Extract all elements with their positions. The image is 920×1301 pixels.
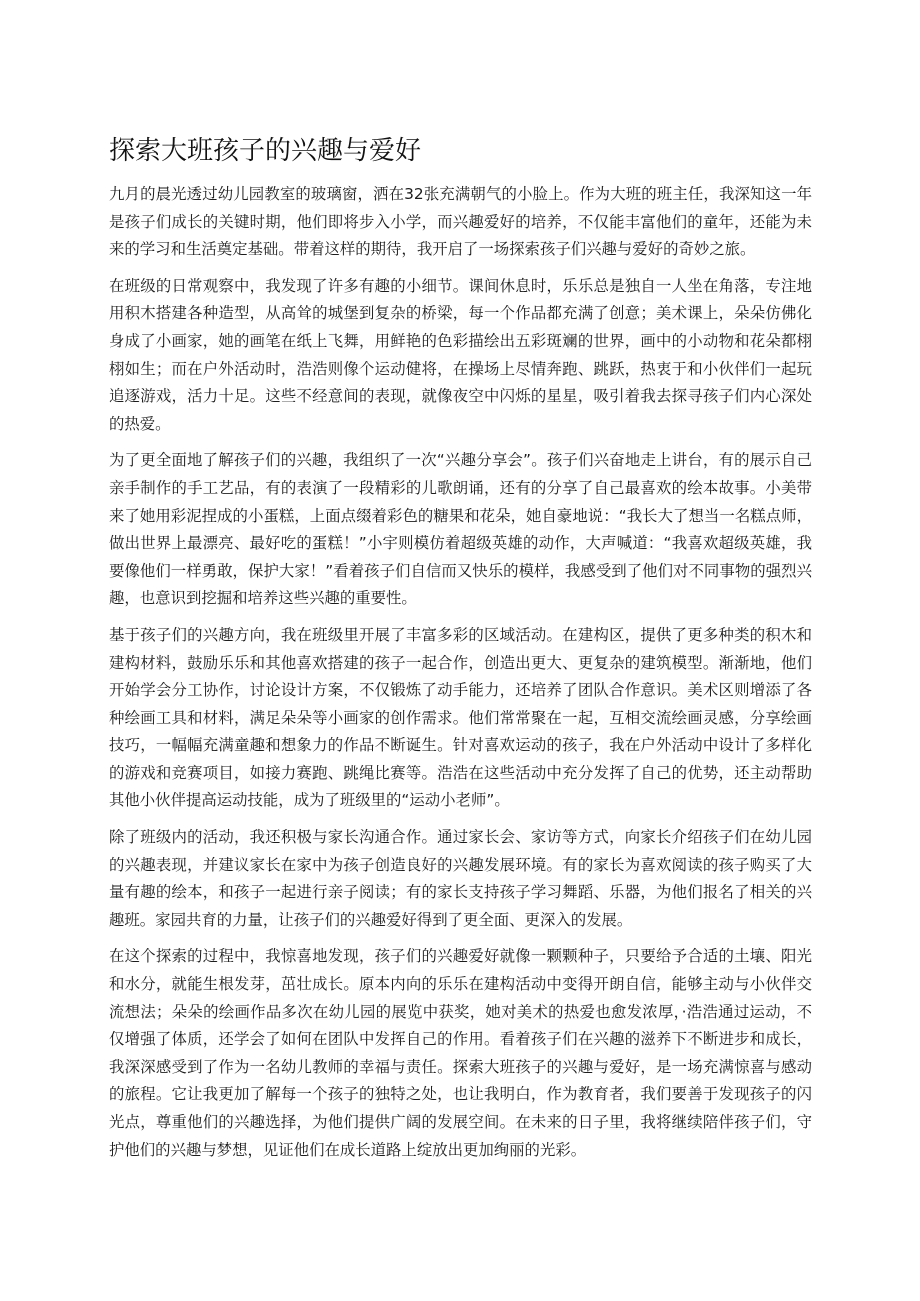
page-title: 探索大班孩子的兴趣与爱好 — [109, 136, 422, 166]
paragraph-parent-cooperation: 除了班级内的活动，我还积极与家长沟通合作。通过家长会、家访等方式，向家长介绍孩子们在幼儿园的兴趣表现，并建议家长在家中为孩子创造良好的兴趣发展环境。有的家长为喜欢阅读的孩子购买了大量有趣的绘本，和孩子一起进行亲子阅读；有的家长支持孩子学习舞蹈、乐器，为他们报名了相关的兴趣班。家园共育的力量，让孩子们的兴趣爱好得到了更全面、更深入的发展。 — [109, 828, 812, 929]
paragraph-intro: 九月的晨光透过幼儿园教室的玻璃窗，洒在32张充满朝气的小脸上。作为大班的班主任，我深知这一年是孩子们成长的关键时期，他们即将步入小学，而兴趣爱好的培养，不仅能丰富他们的童年，还能为未来的学习和生活奠定基础。带着这样的期待，我开启了一场探索孩子们兴趣与爱好的奇妙之旅。 — [109, 185, 812, 259]
paragraph-conclusion: 在这个探索的过程中，我惊喜地发现，孩子们的兴趣爱好就像一颗颗种子，只要给予合适的土壤、阳光和水分，就能生根发芽，茁壮成长。原本内向的乐乐在建构活动中变得开朗自信，能够主动与小伙伴交流想法；朵朵的绘画作品多次在幼儿园的展览中获奖，她对美术的热爱也愈发浓厚，·浩浩通过运动，不仅增强了体质，还学会了如何在团队中发挥自己的作用。看着孩子们在兴趣的滋养下不断进步和成长，我深深感受到了作为一名幼儿教师的幸福与责任。探索大班孩子的兴趣与爱好，是一场充满惊喜与感动的旅程。它让我更加了解每一个孩子的独特之处，也让我明白，作为教育者，我们要善于发现孩子的闪光点，尊重他们的兴趣选择，为他们提供广阔的发展空间。在未来的日子里，我将继续陪伴孩子们，守护他们的兴趣与梦想，见证他们在成长道路上绽放出更加绚丽的光彩。 — [109, 947, 812, 1159]
paragraph-sharing-session: 为了更全面地了解孩子们的兴趣，我组织了一次“兴趣分享会”。孩子们兴奋地走上讲台，有的展示自己亲手制作的手工艺品，有的表演了一段精彩的儿歌朗诵，还有的分享了自己最喜欢的绘本故事。小美带来了她用彩泥捏成的小蛋糕，上面点缀着彩色的糖果和花朵，她自豪地说：“我长大了想当一名糕点师，做出世界上最漂亮、最好吃的蛋糕！”小宇则模仿着超级英雄的动作，大声喊道：“我喜欢超级英雄，我要像他们一样勇敢，保护大家！”看着孩子们自信而又快乐的模样，我感受到了他们对不同事物的强烈兴趣，也意识到挖掘和培养这些兴趣的重要性。 — [109, 451, 812, 608]
paragraph-observation: 在班级的日常观察中，我发现了许多有趣的小细节。课间休息时，乐乐总是独自一人坐在角落，专注地用积木搭建各种造型，从高耸的城堡到复杂的桥梁，每一个作品都充满了创意；美术课上，朵朵仿佛化身成了小画家，她的画笔在纸上飞舞，用鲜艳的色彩描绘出五彩斑斓的世界，画中的小动物和花朵都栩栩如生；而在户外活动时，浩浩则像个运动健将，在操场上尽情奔跑、跳跃，热衷于和小伙伴们一起玩追逐游戏，活力十足。这些不经意间的表现，就像夜空中闪烁的星星，吸引着我去探寻孩子们内心深处的热爱。 — [109, 276, 812, 433]
article-body — [109, 181, 812, 1173]
paragraph-area-activities: 基于孩子们的兴趣方向，我在班级里开展了丰富多彩的区域活动。在建构区，提供了更多种类的积木和建构材料，鼓励乐乐和其他喜欢搭建的孩子一起合作，创造出更大、更复杂的建筑模型。渐渐地，他们开始学会分工协作，讨论设计方案，不仅锻炼了动手能力，还培养了团队合作意识。美术区则增添了各种绘画工具和材料，满足朵朵等小画家的创作需求。他们常常聚在一起，互相交流绘画灵感，分享绘画技巧，一幅幅充满童趣和想象力的作品不断诞生。针对喜欢运动的孩子，我在户外活动中设计了多样化的游戏和竞赛项目，如接力赛跑、跳绳比赛等。浩浩在这些活动中充分发挥了自己的优势，还主动帮助其他小伙伴提高运动技能，成为了班级里的“运动小老师”。 — [109, 625, 812, 810]
